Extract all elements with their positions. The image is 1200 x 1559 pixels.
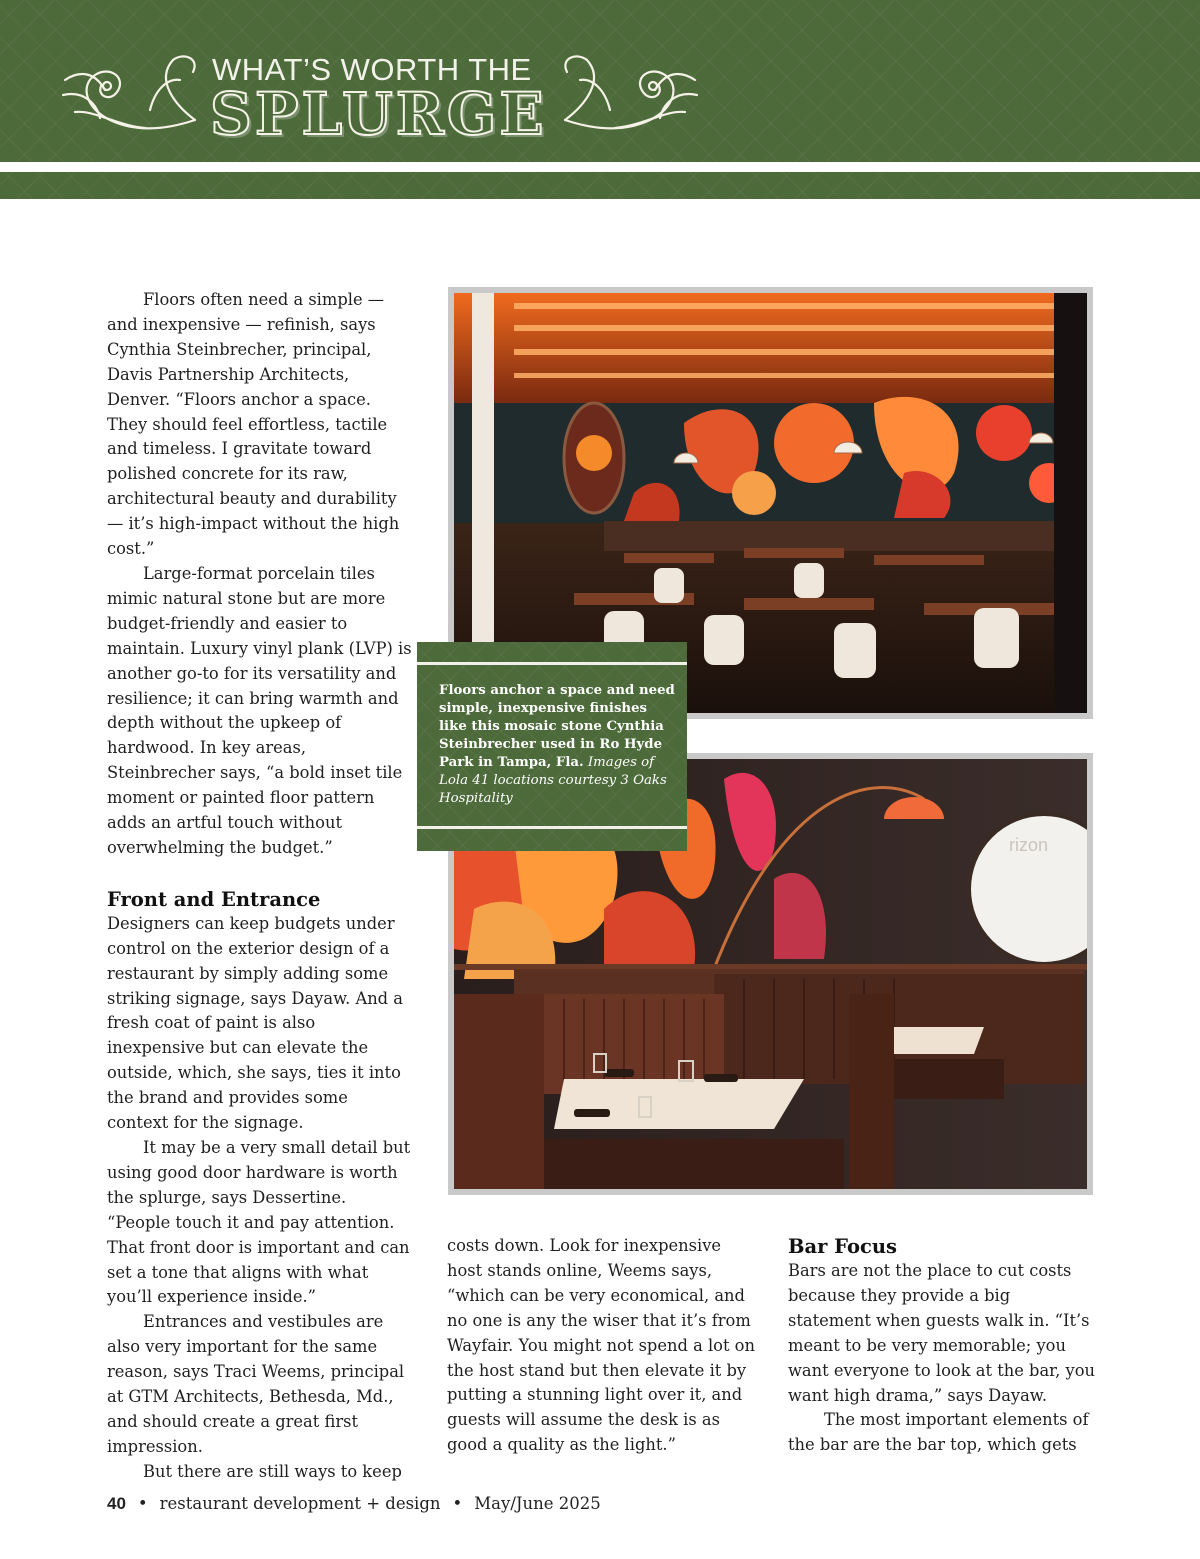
article-column-1 xyxy=(107,288,413,1485)
caption-divider-top xyxy=(417,662,687,665)
header-kicker: WHAT’S WORTH THE xyxy=(212,52,532,87)
header-stripe xyxy=(0,172,1200,199)
article-column-3 xyxy=(788,1234,1098,1458)
paragraph: Designers can keep budgets under control on the exterior design of a restaurant by simply adding some striking signage, says Dayaw. And a fresh coat of paint is also inexpensive but can elevate the outside, which, she says, ties it into the brand and provides some context for the signage. xyxy=(107,913,403,1133)
paragraph: But there are still ways to keep xyxy=(143,1461,402,1481)
caption-credit-text: Images of Lola 41 locations courtesy 3 Oaks Hospitality xyxy=(439,755,667,806)
publication-name: restaurant development + design xyxy=(159,1494,441,1513)
header-banner xyxy=(0,0,1200,162)
scroll-flourish-right-icon xyxy=(555,50,705,140)
scroll-flourish-left-icon xyxy=(55,50,205,140)
window-sign-text: rizon xyxy=(1009,835,1049,855)
paragraph: Bars are not the place to cut costs because they provide a big statement when guests walk in. “It’s meant to be very memorable; you want everyone to look at the bar, you want high drama,” says Dayaw. xyxy=(788,1261,1095,1405)
issue-date: May/June 2025 xyxy=(474,1494,601,1513)
page-footer xyxy=(107,1494,601,1514)
paragraph: Floors often need a simple — and inexpensive — refinish, says Cynthia Steinbrecher, principal, Davis Partnership Architects, Denver. “Floors anchor a space. They should feel effortless, tactile and timeless. I gravitate toward polished concrete for its raw, architectural beauty and durability — it’s high-impact without the high cost.” xyxy=(107,290,400,559)
paragraph: costs down. Look for inexpensive host stands online, Weems says, “which can be very economical, and no one is any the wiser that it’s from Wayfair. You might not spend a lot on the host stand but then elevate it by putting a stunning light over it, and guests will assume the desk is as good a quality as the light.” xyxy=(447,1236,755,1455)
article-column-2 xyxy=(447,1234,757,1458)
paragraph: Large-format porcelain tiles mimic natural stone but are more budget-friendly and easier to maintain. Luxury vinyl plank (LVP) is another go-to for its versatility and resilience; it can bring warmth and depth without the upkeep of hardwood. In key areas, Steinbrecher says, “a bold inset tile moment or painted floor pattern adds an artful touch without overwhelming the budget.” xyxy=(107,563,412,857)
bullet-separator: • xyxy=(137,1494,148,1513)
caption-divider-bottom xyxy=(417,826,687,829)
caption-bold-text: Floors anchor a space and need simple, inexpensive finishes like this mosaic stone Cynthia Steinbrecher used in Ro Hyde Park in Tampa, Fla. xyxy=(439,683,675,770)
photo-caption xyxy=(439,682,675,808)
paragraph: The most important elements of the bar are the bar top, which gets xyxy=(788,1410,1089,1455)
section-heading-front-entrance: Front and Entrance xyxy=(107,887,321,911)
paragraph: Entrances and vestibules are also very important for the same reason, says Traci Weems, principal at GTM Architects, Bethesda, Md., and should create a great first impression. xyxy=(107,1312,405,1456)
photo-caption-box xyxy=(417,642,687,851)
section-heading-bar-focus: Bar Focus xyxy=(788,1235,897,1258)
bullet-separator: • xyxy=(452,1494,463,1513)
header-title: SPLURGE xyxy=(210,80,547,148)
paragraph: It may be a very small detail but using good door hardware is worth the splurge, says Dessertine. “People touch it and pay attention. That front door is important and can set a tone that aligns with what you’ll experience inside.” xyxy=(107,1138,411,1307)
page-number: 40 xyxy=(107,1494,126,1513)
